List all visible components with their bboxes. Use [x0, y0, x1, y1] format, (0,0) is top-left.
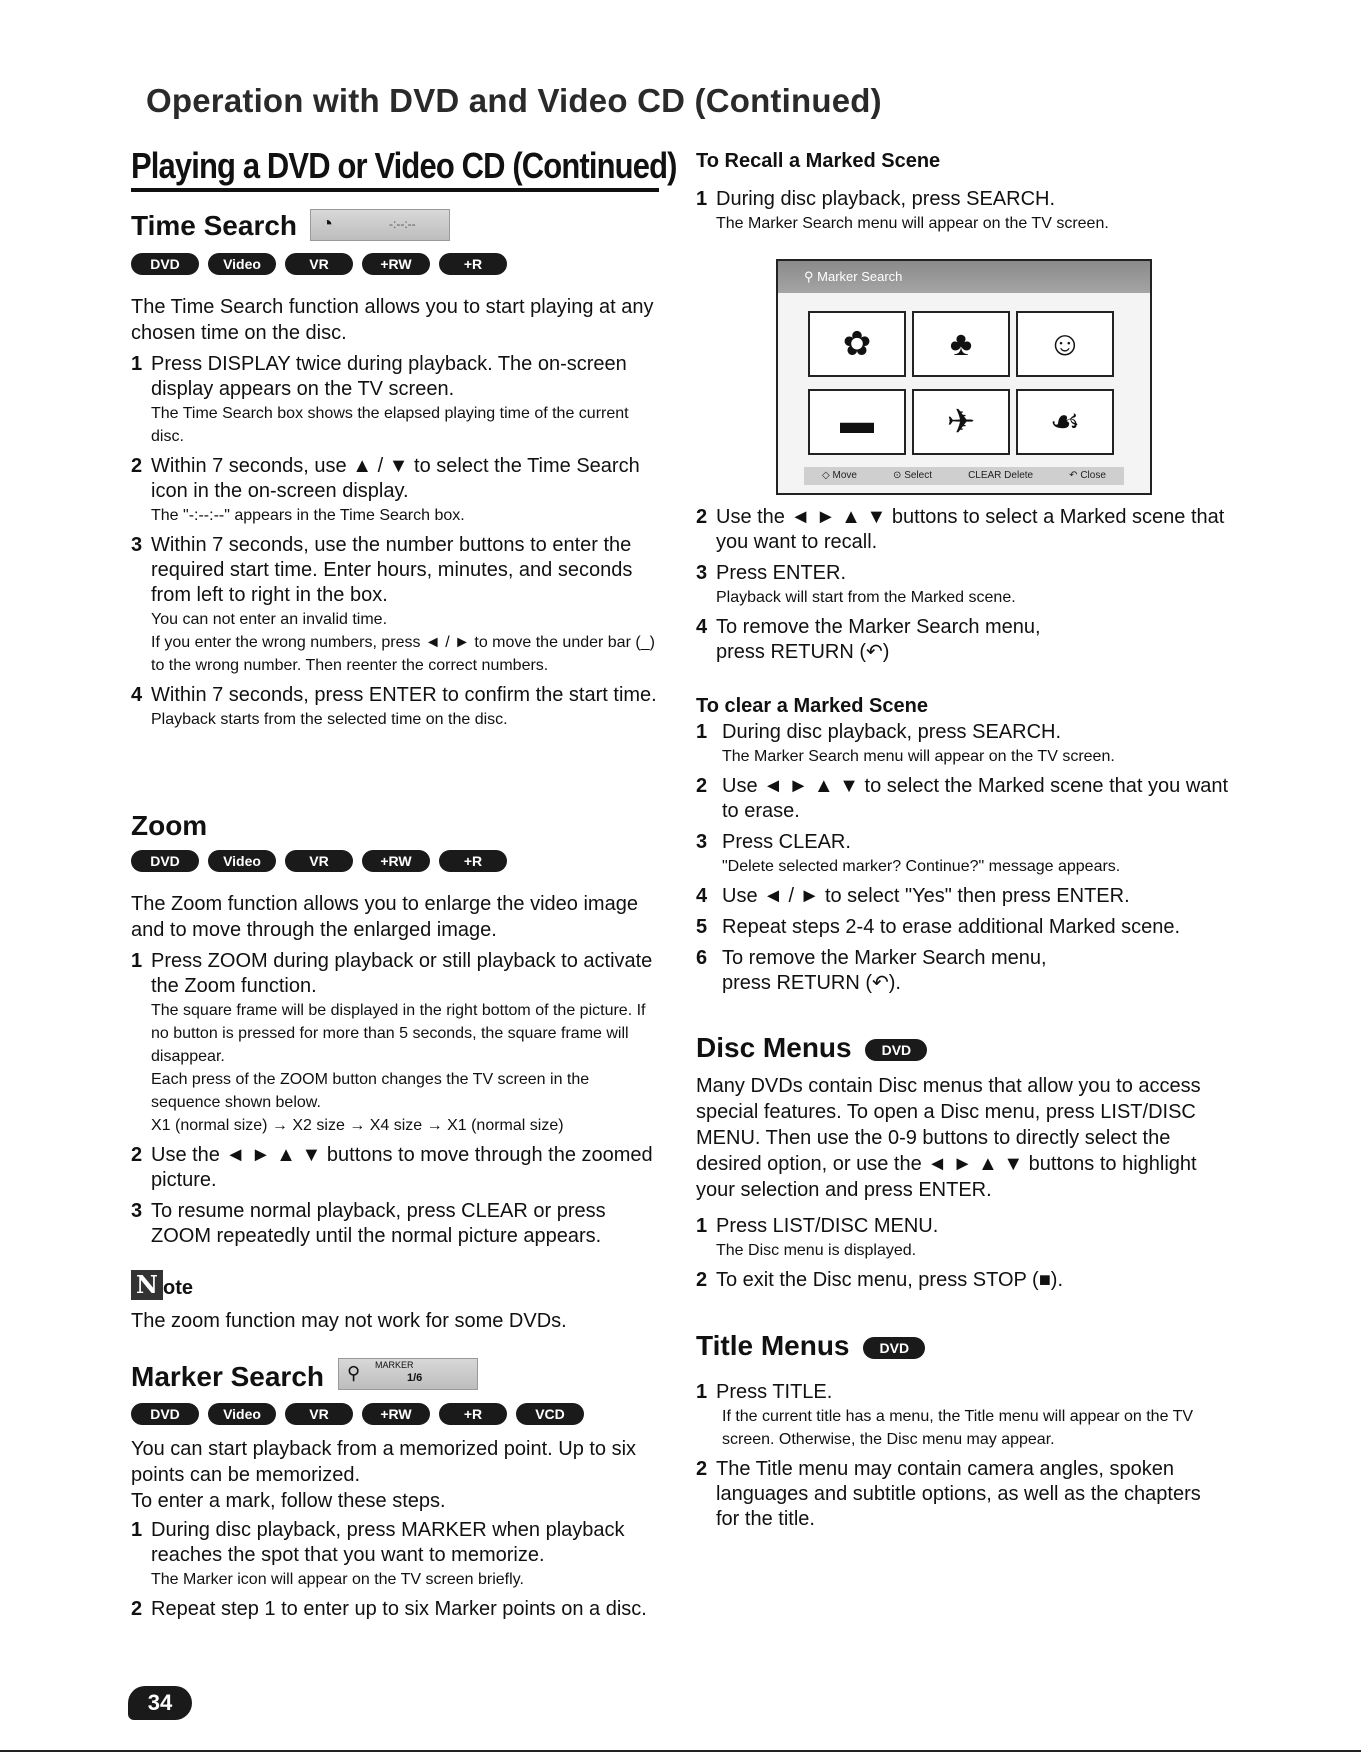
step-note: Each press of the ZOOM button changes the TV screen in the sequence shown below. — [151, 1071, 590, 1111]
title-menus-heading — [696, 1330, 934, 1362]
step-text: Repeat step 1 to enter up to six Marker points on a disc. — [151, 1598, 647, 1620]
time-search-steps — [131, 352, 661, 731]
step-number: 2 — [696, 775, 708, 797]
step-text: Use the ◄ ► ▲ ▼ buttons to move through the zoomed picture. — [151, 1144, 653, 1191]
marker-search-title: Marker Search — [131, 1361, 325, 1392]
marker-intro-line: To enter a mark, follow these steps. — [131, 1490, 446, 1512]
step-number: 3 — [696, 562, 708, 584]
step-note: Playback starts from the selected time on the disc. — [151, 711, 508, 728]
step-text: To resume normal playback, press CLEAR or press ZOOM repeatedly until the normal picture appears. — [151, 1200, 606, 1247]
step-number: 2 — [131, 455, 143, 477]
step-text: During disc playback, press SEARCH. — [722, 721, 1062, 743]
zoom-pills — [131, 850, 516, 872]
step-text: To remove the Marker Search menu, press RETURN (↶) — [716, 616, 1041, 663]
pill-vr: VR — [285, 1403, 353, 1425]
step — [131, 949, 661, 1137]
marker-badge-top: MARKER — [375, 1360, 414, 1370]
step-number: 2 — [131, 1144, 143, 1166]
marker-search-intro — [131, 1436, 661, 1514]
step — [696, 1268, 1236, 1293]
note-icon: N — [131, 1270, 163, 1300]
note-text: The zoom function may not work for some DVDs. — [131, 1310, 567, 1332]
step — [131, 454, 661, 527]
zoom-title: Zoom — [131, 810, 208, 841]
cat-icon[interactable]: ☙ — [1016, 389, 1114, 455]
clear-title: To clear a Marked Scene — [696, 695, 928, 717]
step-number: 4 — [696, 616, 708, 638]
pill-rw: +RW — [362, 1403, 430, 1425]
step — [696, 505, 1236, 555]
marker-badge — [338, 1358, 478, 1390]
step-number: 5 — [696, 916, 708, 938]
recall-step1 — [696, 187, 1236, 235]
step-number: 4 — [131, 684, 143, 706]
marker-badge-bottom: 1/6 — [407, 1372, 423, 1384]
marker-search-pills — [131, 1403, 593, 1425]
pill-rw: +RW — [362, 253, 430, 275]
marker-search-steps — [131, 1518, 661, 1622]
step — [696, 884, 1236, 909]
time-search-badge-text: -:--:-- — [389, 217, 416, 231]
pill-dvd: DVD — [865, 1039, 927, 1061]
disc-menus-title: Disc Menus — [696, 1032, 852, 1063]
time-search-title: Time Search — [131, 210, 298, 241]
step — [696, 830, 1236, 878]
time-search-pills — [131, 253, 516, 275]
pill-r: +R — [439, 850, 507, 872]
pill-dvd: DVD — [131, 850, 199, 872]
step-number: 1 — [696, 188, 708, 210]
step-text: Press TITLE. — [716, 1381, 833, 1403]
step-note: The Marker Search menu will appear on the TV screen. — [716, 215, 1109, 232]
note-heading — [131, 1270, 193, 1300]
step-note: The Disc menu is displayed. — [716, 1242, 917, 1259]
step-number: 3 — [696, 831, 708, 853]
step-note: If the current title has a menu, the Title menu will appear on the TV screen. Otherwise, the Disc menu may appear. — [722, 1408, 1194, 1448]
step — [131, 1518, 661, 1591]
step-text: Press DISPLAY twice during playback. The on-screen display appears on the TV screen. — [151, 353, 627, 400]
step-note: The Marker Search menu will appear on the TV screen. — [722, 748, 1115, 765]
pill-r: +R — [439, 253, 507, 275]
zoom-steps — [131, 949, 661, 1249]
section-title: Playing a DVD or Video CD (Continued) — [131, 145, 677, 186]
step-text: Use the ◄ ► ▲ ▼ buttons to select a Marked scene that you want to recall. — [716, 506, 1225, 553]
step — [131, 683, 661, 731]
delete-hint: CLEAR Delete — [968, 470, 1034, 481]
pill-r: +R — [439, 1403, 507, 1425]
flower-icon[interactable]: ✿ — [808, 311, 906, 377]
pill-vcd: VCD — [516, 1403, 584, 1425]
step-text: Press LIST/DISC MENU. — [716, 1215, 939, 1237]
step-text: Press ENTER. — [716, 562, 847, 584]
step-note: X1 (normal size) → X2 size → X4 size → X1 (normal size) — [151, 1117, 564, 1134]
step-text: Use ◄ / ► to select "Yes" then press ENTER. — [722, 885, 1130, 907]
step-note: The square frame will be displayed in the right bottom of the picture. If no button is pressed for more than 5 seconds, the square frame will disappear. — [151, 1002, 646, 1065]
step-number: 1 — [131, 950, 143, 972]
step — [131, 1143, 661, 1193]
pill-dvd: DVD — [863, 1337, 925, 1359]
step-note: The Marker icon will appear on the TV screen briefly. — [151, 1571, 524, 1588]
pill-dvd: DVD — [131, 253, 199, 275]
step-text: To remove the Marker Search menu, press RETURN (↶). — [722, 947, 1047, 994]
step-text: Within 7 seconds, press ENTER to confirm the start time. — [151, 684, 657, 706]
disc-menus-heading — [696, 1032, 936, 1064]
step-number: 1 — [131, 1519, 143, 1541]
step-note: If you enter the wrong numbers, press ◄ / ► to move the under bar (_) to the wrong number. Then reenter the correct numbers. — [151, 634, 655, 674]
recall-steps — [696, 505, 1236, 665]
pill-rw: +RW — [362, 850, 430, 872]
marker-icon: ⚲ — [347, 1363, 361, 1383]
step-number: 6 — [696, 947, 708, 969]
step — [131, 1199, 661, 1249]
step-number: 1 — [696, 721, 708, 743]
close-hint: ↶ Close — [1069, 470, 1106, 481]
clear-steps — [696, 720, 1236, 996]
step — [131, 352, 661, 448]
step — [131, 1597, 661, 1622]
step-text: Repeat steps 2-4 to erase additional Marked scene. — [722, 916, 1181, 938]
pill-vr: VR — [285, 850, 353, 872]
step-note: "Delete selected marker? Continue?" message appears. — [722, 858, 1121, 875]
select-hint: ⊙ Select — [893, 470, 932, 481]
step-number: 2 — [131, 1598, 143, 1620]
step-note: You can not enter an invalid time. — [151, 611, 388, 628]
step-text: To exit the Disc menu, press STOP (■). — [716, 1269, 1064, 1291]
step-number: 1 — [131, 353, 143, 375]
screen-title-icon: ⚲ — [804, 269, 818, 284]
section-rule — [131, 188, 659, 192]
step-number: 1 — [696, 1381, 708, 1403]
step — [696, 720, 1236, 768]
step-text: Within 7 seconds, use ▲ / ▼ to select the Time Search icon in the on-screen display. — [151, 455, 640, 502]
step-number: 1 — [696, 1215, 708, 1237]
bottom-rule — [0, 1750, 1361, 1752]
title-menus-title: Title Menus — [696, 1330, 850, 1361]
step — [696, 561, 1236, 609]
tree-icon[interactable]: ♣ — [912, 311, 1010, 377]
marker-search-screen — [776, 259, 1152, 495]
zoom-intro: The Zoom function allows you to enlarge the video image and to move through the enlarged image. — [131, 893, 638, 941]
step — [696, 774, 1236, 824]
car-icon[interactable]: ▬ — [808, 389, 906, 455]
disc-menus-steps — [696, 1214, 1236, 1293]
step-note: The Time Search box shows the elapsed playing time of the current disc. — [151, 405, 629, 445]
screen-help-bar — [804, 467, 1124, 485]
step — [696, 1457, 1236, 1532]
step-number: 2 — [696, 1269, 708, 1291]
pill-video: Video — [208, 1403, 276, 1425]
recall-title: To Recall a Marked Scene — [696, 150, 941, 172]
pill-video: Video — [208, 850, 276, 872]
screen-title — [778, 261, 1150, 293]
step-number: 4 — [696, 885, 708, 907]
move-hint: ◇ Move — [822, 470, 857, 481]
step — [696, 1380, 1236, 1451]
disc-menus-intro: Many DVDs contain Disc menus that allow you to access special features. To open a Disc menu, press LIST/DISC MENU. Then use the 0-9 buttons to directly select the desired option, or use the ◄ ► ▲ ▼ buttons to highlight your selection and press ENTER. — [696, 1075, 1201, 1201]
figure-icon[interactable]: ☺ — [1016, 311, 1114, 377]
step — [131, 533, 661, 677]
page-header: Operation with DVD and Video CD (Continued) — [146, 82, 882, 119]
step-text: During disc playback, press MARKER when playback reaches the spot that you want to memorize. — [151, 1519, 625, 1566]
step-text: Use ◄ ► ▲ ▼ to select the Marked scene that you want to erase. — [722, 775, 1229, 822]
step-number: 3 — [131, 534, 143, 556]
shuttle-icon[interactable]: ✈ — [912, 389, 1010, 455]
step-note: The "-:--:--" appears in the Time Search box. — [151, 507, 465, 524]
title-menus-steps — [696, 1380, 1236, 1532]
time-search-badge — [310, 209, 450, 241]
step — [696, 1214, 1236, 1262]
pill-video: Video — [208, 253, 276, 275]
step-number: 2 — [696, 506, 708, 528]
step-number: 3 — [131, 1200, 143, 1222]
step-text: Within 7 seconds, use the number buttons to enter the required start time. Enter hours, minutes, and seconds from left to right in the box. — [151, 534, 633, 606]
step-text: Press CLEAR. — [722, 831, 851, 853]
step-note: Playback will start from the Marked scene. — [716, 589, 1016, 606]
step-text: Press ZOOM during playback or still playback to activate the Zoom function. — [151, 950, 653, 997]
step — [696, 946, 1236, 996]
step-text: During disc playback, press SEARCH. — [716, 188, 1056, 210]
step — [696, 615, 1236, 665]
marker-intro-line: You can start playback from a memorized point. Up to six points can be memorized. — [131, 1438, 637, 1486]
step-number: 2 — [696, 1458, 708, 1480]
screen-title-text: Marker Search — [817, 269, 903, 284]
step — [696, 187, 1236, 235]
clock-icon: ◔ — [321, 213, 334, 235]
step — [696, 915, 1236, 940]
pill-dvd: DVD — [131, 1403, 199, 1425]
page-number: 34 — [128, 1686, 192, 1720]
note-label: ote — [163, 1277, 193, 1299]
time-search-intro: The Time Search function allows you to start playing at any chosen time on the disc. — [131, 296, 654, 344]
step-text: The Title menu may contain camera angles, spoken languages and subtitle options, as well as the chapters for the title. — [716, 1458, 1201, 1530]
pill-vr: VR — [285, 253, 353, 275]
